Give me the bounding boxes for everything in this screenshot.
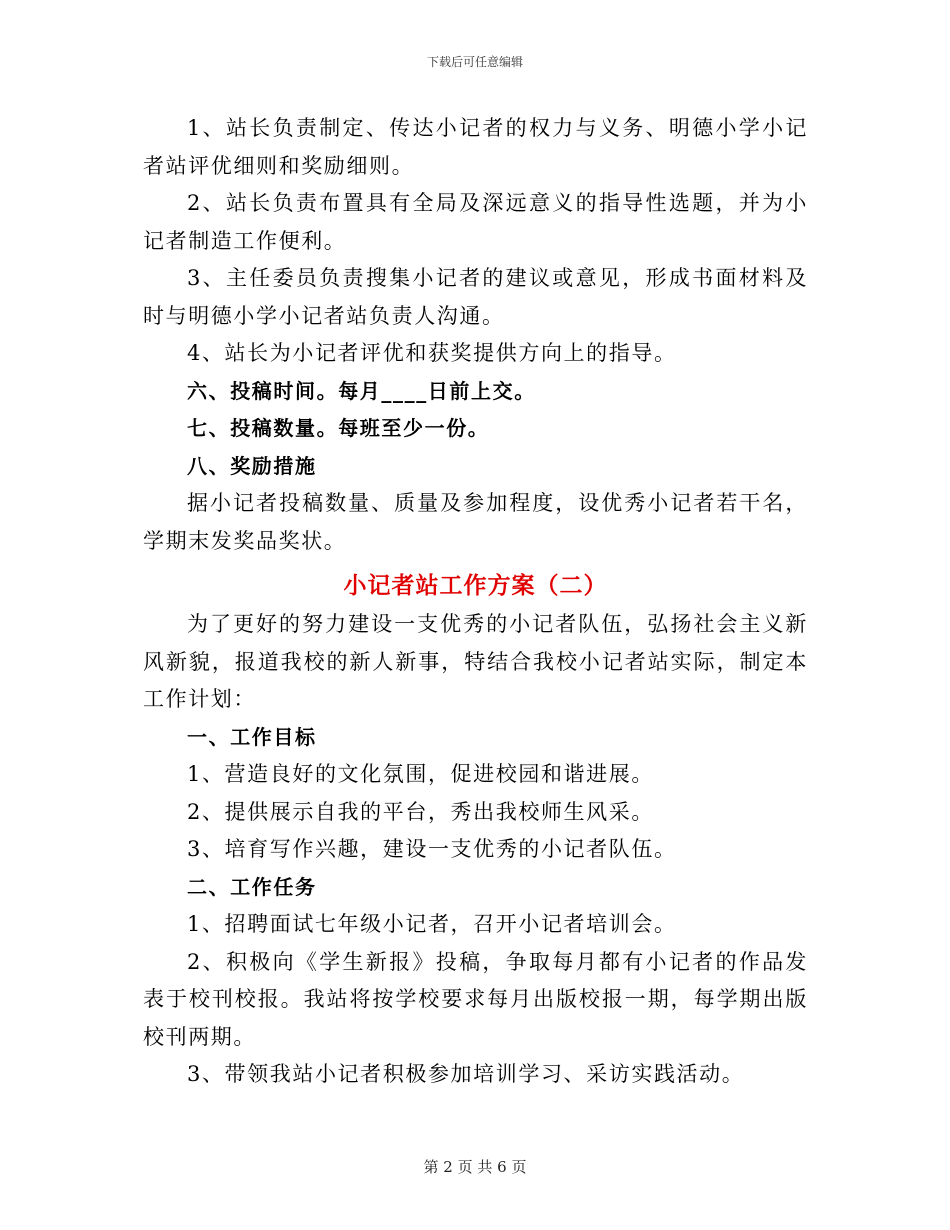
goal-item-1: 1、营造良好的文化氛围，促进校园和谐进展。 [187, 762, 654, 786]
task-item-1: 1、招聘面试七年级小记者，召开小记者培训会。 [187, 912, 677, 936]
goal-item-3: 3、培育写作兴趣，建设一支优秀的小记者队伍。 [187, 837, 677, 861]
duty-paragraph-3: 3、主任委员负责搜集小记者的建议或意见，形成书面材料及时与明德小学小记者站负责人沟通。 [143, 266, 808, 328]
reward-heading: 八、奖励措施 [187, 453, 317, 478]
duty-paragraph-1: 1、站长负责制定、传达小记者的权力与义务、明德小学小记者站评优细则和奖励细则。 [143, 116, 808, 178]
tasks-heading: 二、工作任务 [187, 874, 317, 899]
duty-paragraph-2: 2、站长负责布置具有全局及深远意义的指导性选题，并为小记者制造工作便利。 [143, 191, 808, 253]
section-title: 小记者站工作方案（二） [343, 573, 608, 599]
page-footer: 第 2 页 共 6 页 [423, 1158, 527, 1176]
intro-paragraph: 为了更好的努力建设一支优秀的小记者队伍，弘扬社会主义新风新貌，报道我校的新人新事，特结合我校小记者站实际，制定本工作计划： [143, 612, 808, 711]
reward-paragraph: 据小记者投稿数量、质量及参加程度，设优秀小记者若干名，学期末发奖品奖状。 [143, 491, 808, 553]
task-item-2: 2、积极向《学生新报》投稿，争取每月都有小记者的作品发表于校刊校报。我站将按学校要求每月出版校报一期，每学期出版校刊两期。 [143, 949, 808, 1049]
task-item-3: 3、带领我站小记者积极参加培训学习、采访实践活动。 [187, 1062, 745, 1086]
goal-item-2: 2、提供展示自我的平台，秀出我校师生风采。 [187, 799, 654, 824]
goals-heading: 一、工作目标 [187, 724, 317, 749]
document-body [143, 110, 808, 1094]
duty-paragraph-4: 4、站长为小记者评优和获奖提供方向上的指导。 [187, 341, 677, 365]
submission-time-heading: 六、投稿时间。每月____日前上交。 [187, 378, 536, 403]
page-header: 下载后可任意编辑 [426, 55, 523, 69]
submission-count-heading: 七、投稿数量。每班至少一份。 [187, 416, 490, 440]
